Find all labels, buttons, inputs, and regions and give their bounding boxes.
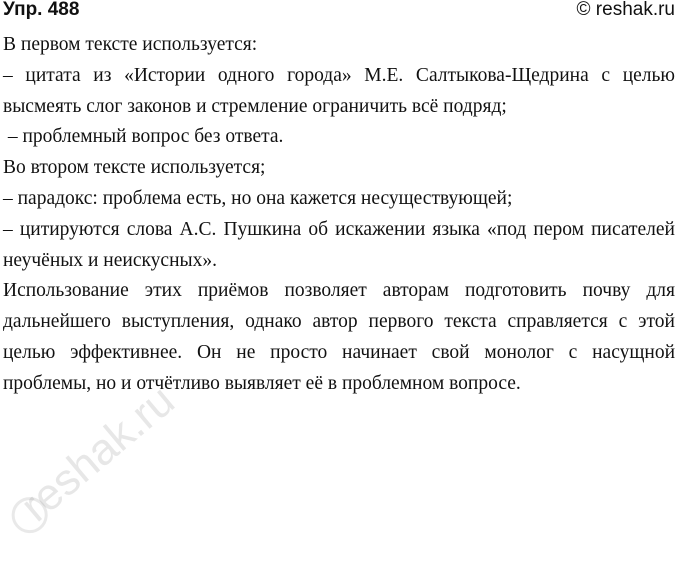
paragraph-conclusion: Использование этих приёмов позволяет авторам подготовить почву для дальнейшего выступления, однако автор первого текста справляется с этой целью эффективнее. Он не просто начинает свой монолог с насущной проблемы, но и отчётливо выявляет её в проблемном вопросе. xyxy=(3,280,675,394)
paragraph-citation-saltykov: – цитата из «Истории одного города» М.Е. Салтыкова-Щедрина с целью высмеять слог законов и стремление ограничить всё подряд; xyxy=(3,64,675,117)
exercise-title: Упр. 488 xyxy=(3,0,80,20)
paragraph-second-text-intro: Во втором тексте используется; xyxy=(3,157,266,179)
paragraph-paradox: – парадокс: проблема есть, но она кажется несуществующей; xyxy=(3,187,513,209)
page-header xyxy=(3,0,675,26)
paragraph-problem-question: – проблемный вопрос без ответа. xyxy=(3,126,284,148)
watermark-text: reshak.ru xyxy=(11,375,184,532)
watermark-logo-icon xyxy=(4,490,55,541)
paragraph-first-text-intro: В первом тексте используется: xyxy=(3,34,258,55)
answer-text xyxy=(3,30,675,400)
copyright-notice: © reshak.ru xyxy=(576,0,675,20)
paragraph-citation-pushkin: – цитируются слова А.С. Пушкина об искажении языка «под пером писателей неучёных и неискусных». xyxy=(3,218,675,271)
